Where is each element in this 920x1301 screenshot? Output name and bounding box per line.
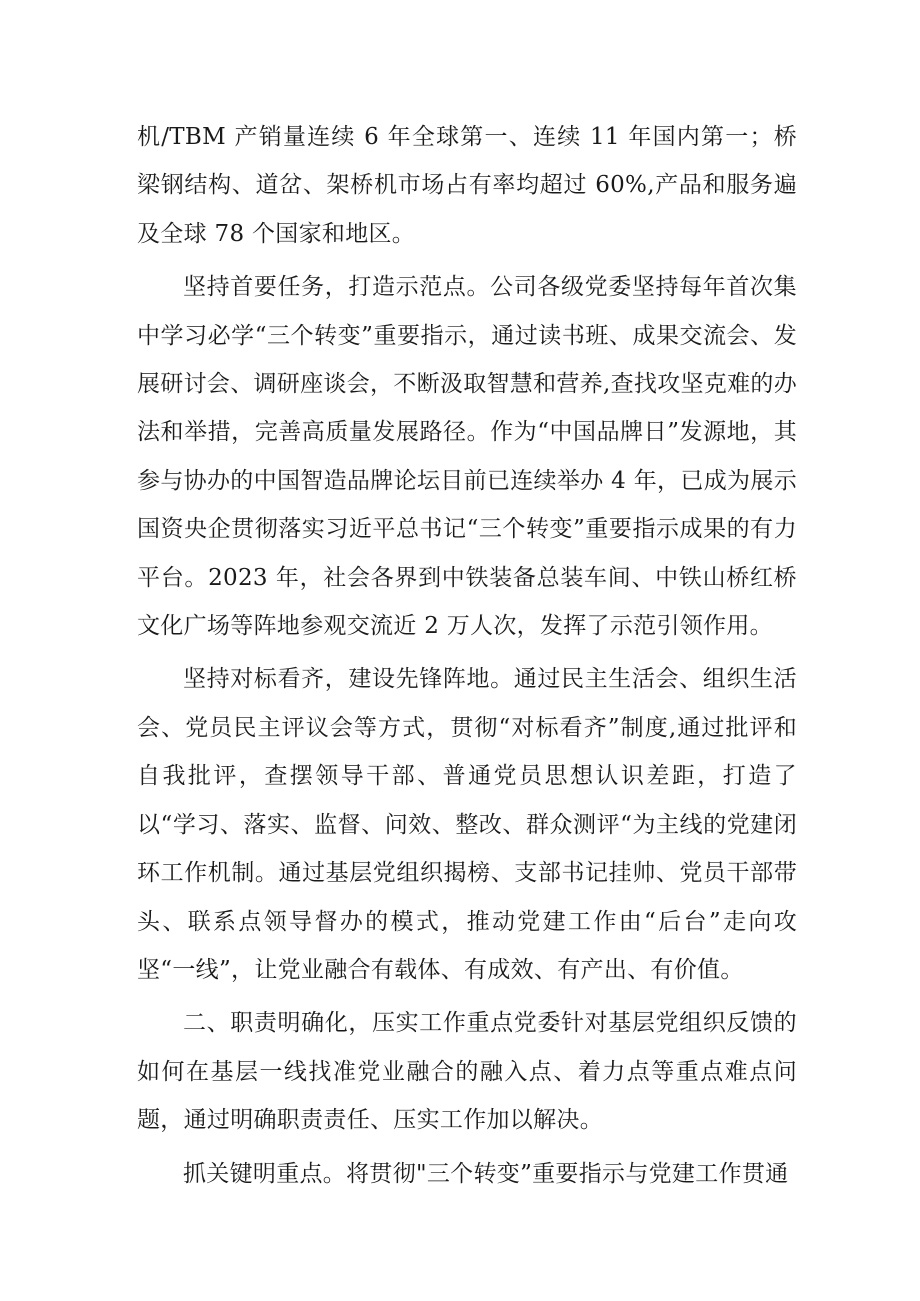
paragraph-2: 坚持首要任务，打造示范点。公司各级党委坚持每年首次集中学习必学“三个转变”重要指示，通过读书班、成果交流会、发展研讨会、调研座谈会，不断汲取智慧和营养,查找攻坚克难的办法和举措，完善高质量发展路径。作为“中国品牌日”发源地，其参与协办的中国智造品牌论坛目前已连续举办 4 年，已成为展示国资央企贯彻落实习近平总书记“三个转变”重要指示成果的有力平台。2023 年，社会各界到中铁装备总装车间、中铁山桥红桥文化广场等阵地参观交流近 2 万人次，发挥了示范引领作用。: [137, 274, 798, 640]
paragraph-3: 坚持对标看齐，建设先锋阵地。通过民主生活会、组织生活会、党员民主评议会等方式，贯彻“对标看齐”制度,通过批评和自我批评，查摆领导干部、普通党员思想认识差距，打造了以“学习、落实、监督、问效、整改、群众测评“为主线的党建闭环工作机制。通过基层党组织揭榜、支部书记挂帅、党员干部带头、联系点领导督办的模式，推动党建工作由“后台”走向攻坚“一线”，让党业融合有载体、有成效、有产出、有价值。: [137, 666, 797, 983]
body-text: [137, 113, 797, 1198]
paragraph-4: 二、职责明确化，压实工作重点党委针对基层党组织反馈的如何在基层一线找准党业融合的融入点、着力点等重点难点问题，通过明确职责责任、压实工作加以解决。: [137, 1010, 797, 1134]
paragraph-5: 抓关键明重点。将贯彻"三个转变”重要指示与党建工作贯通: [183, 1160, 789, 1187]
paragraph-1: 机/TBM 产销量连续 6 年全球第一、连续 11 年国内第一；桥梁钢结构、道岔、架桥机市场占有率均超过 60%,产品和服务遍及全球 78 个国家和地区。: [137, 124, 797, 247]
